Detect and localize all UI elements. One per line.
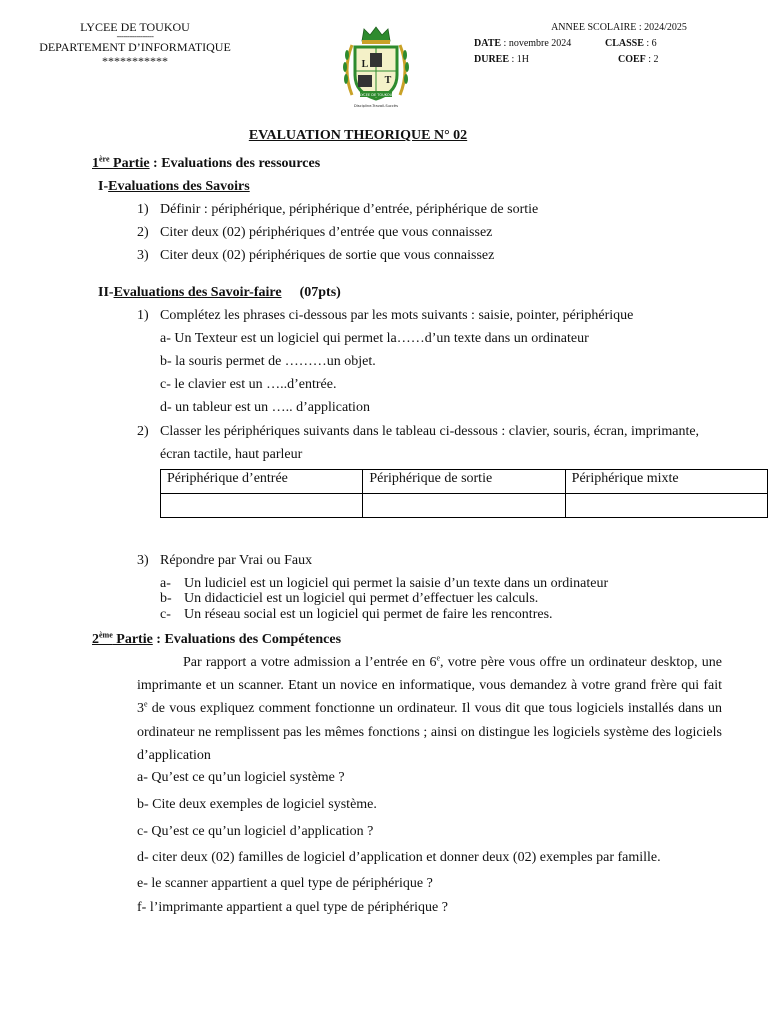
answer-cell[interactable] — [363, 494, 565, 518]
logo-letter-left: L — [361, 59, 369, 70]
coef-label: COEF — [618, 54, 646, 65]
tf-item: Un ludiciel est un logiciel qui permet la saisie d’un texte dans un ordinateur — [184, 576, 609, 591]
tf-item-marker: a- — [160, 576, 171, 591]
savoirs-heading: I-Evaluations des Savoirs — [98, 179, 250, 194]
list-item: 2) — [137, 225, 149, 240]
table-header: Périphérique d’entrée — [161, 470, 363, 494]
logo-banner: LYCEE DE TOUKOU — [359, 93, 393, 97]
school-name: LYCEE DE TOUKOU — [80, 20, 190, 34]
logo-letter-right: T — [384, 75, 392, 86]
question-input-devices: Citer deux (02) périphériques d’entrée que vous connaissez — [160, 225, 493, 240]
part1-heading: 1ère Partie : Evaluations des ressources — [92, 154, 321, 171]
tf-item-marker: b- — [160, 591, 172, 606]
part2-heading: 2ème Partie : Evaluations des Compétences — [92, 630, 342, 647]
answer-cell[interactable] — [565, 494, 767, 518]
department-name: DEPARTEMENT D’INFORMATIQUE — [39, 40, 231, 54]
question-classify-cont: écran tactile, haut parleur — [160, 447, 303, 462]
classification-table — [160, 469, 768, 518]
question-define: Définir : périphérique, périphérique d’entrée, périphérique de sortie — [160, 202, 539, 217]
coef-value: : 2 — [645, 54, 659, 65]
savoir-faire-heading: II-Evaluations des Savoir-faire (07pts) — [98, 285, 341, 300]
question-f: f- l’imprimante appartient a quel type de périphérique ? — [137, 900, 448, 915]
question-d: d- citer deux (02) familles de logiciel d’application et donner deux (02) exemples par famille. — [137, 850, 661, 865]
date-label: DATE — [474, 38, 502, 49]
class-label: CLASSE — [605, 38, 644, 49]
tf-item: Un didacticiel est un logiciel qui permet d’effectuer les calculs. — [184, 591, 539, 606]
question-c: c- Qu’est ce qu’un logiciel d’application ? — [137, 824, 374, 839]
duration-label: DUREE — [474, 54, 510, 65]
list-item: 2) — [137, 424, 149, 439]
logo-motto: Discipline-Travail-Succès — [354, 104, 398, 108]
tf-item: Un réseau social est un logiciel qui permet de faire les rencontres. — [184, 607, 553, 622]
question-a: a- Qu’est ce qu’un logiciel système ? — [137, 770, 345, 785]
list-item: 1) — [137, 308, 149, 323]
duration-value: : 1H — [509, 54, 530, 65]
sentence-d: d- un tableur est un ….. d’application — [160, 400, 370, 415]
exam-info — [474, 20, 734, 68]
page-title: EVALUATION THEORIQUE N° 02 — [248, 128, 468, 143]
sentence-a: a- Un Texteur est un logiciel qui permet la……d’un texte dans un ordinateur — [160, 331, 589, 346]
question-true-false: Répondre par Vrai ou Faux — [160, 553, 313, 568]
points: (07pts) — [299, 285, 341, 300]
class-value: : 6 — [643, 38, 657, 49]
list-item: 1) — [137, 202, 149, 217]
question-output-devices: Citer deux (02) périphériques de sortie que vous connaissez — [160, 248, 495, 263]
school-header — [30, 20, 240, 68]
date-value: : novembre 2024 — [501, 38, 572, 49]
question-e: e- le scanner appartient a quel type de périphérique ? — [137, 876, 433, 891]
question-complete: Complétez les phrases ci-dessous par les mots suivants : saisie, pointer, périphérique — [160, 308, 634, 323]
header-stars: *********** — [102, 54, 168, 68]
question-b: b- Cite deux exemples de logiciel système. — [137, 797, 377, 812]
table-header: Périphérique de sortie — [363, 470, 565, 494]
tf-item-marker: c- — [160, 607, 171, 622]
table-header: Périphérique mixte — [565, 470, 767, 494]
list-item: 3) — [137, 248, 149, 263]
situation-paragraph: Par rapport a votre admission a l’entrée en 6e, votre père vous offre un ordinateur desktop, une imprimante et un scanner. Etant un novice en informatique, vous demandez à votre grand frère qui fait 3e de vous expliquez comment fonctionne un ordinateur. Il vous dit que tous logiciels installés dans un ordinateur ne remplissent pas les mêmes fonctions ; ainsi on distingue les logiciels système des logiciels d’application — [137, 653, 722, 763]
answer-cell[interactable] — [161, 494, 363, 518]
school-logo — [338, 25, 414, 111]
sentence-b: b- la souris permet de ………un objet. — [160, 354, 376, 369]
list-item: 3) — [137, 553, 149, 568]
school-year: ANNEE SCOLAIRE : 2024/2025 — [551, 22, 687, 33]
header-dashes: ----------------- — [116, 32, 154, 41]
question-classify: Classer les périphériques suivants dans le tableau ci-dessous : clavier, souris, écran, imprimante, — [160, 424, 700, 439]
sentence-c: c- le clavier est un …..d’entrée. — [160, 377, 337, 392]
crown-icon — [362, 27, 390, 41]
